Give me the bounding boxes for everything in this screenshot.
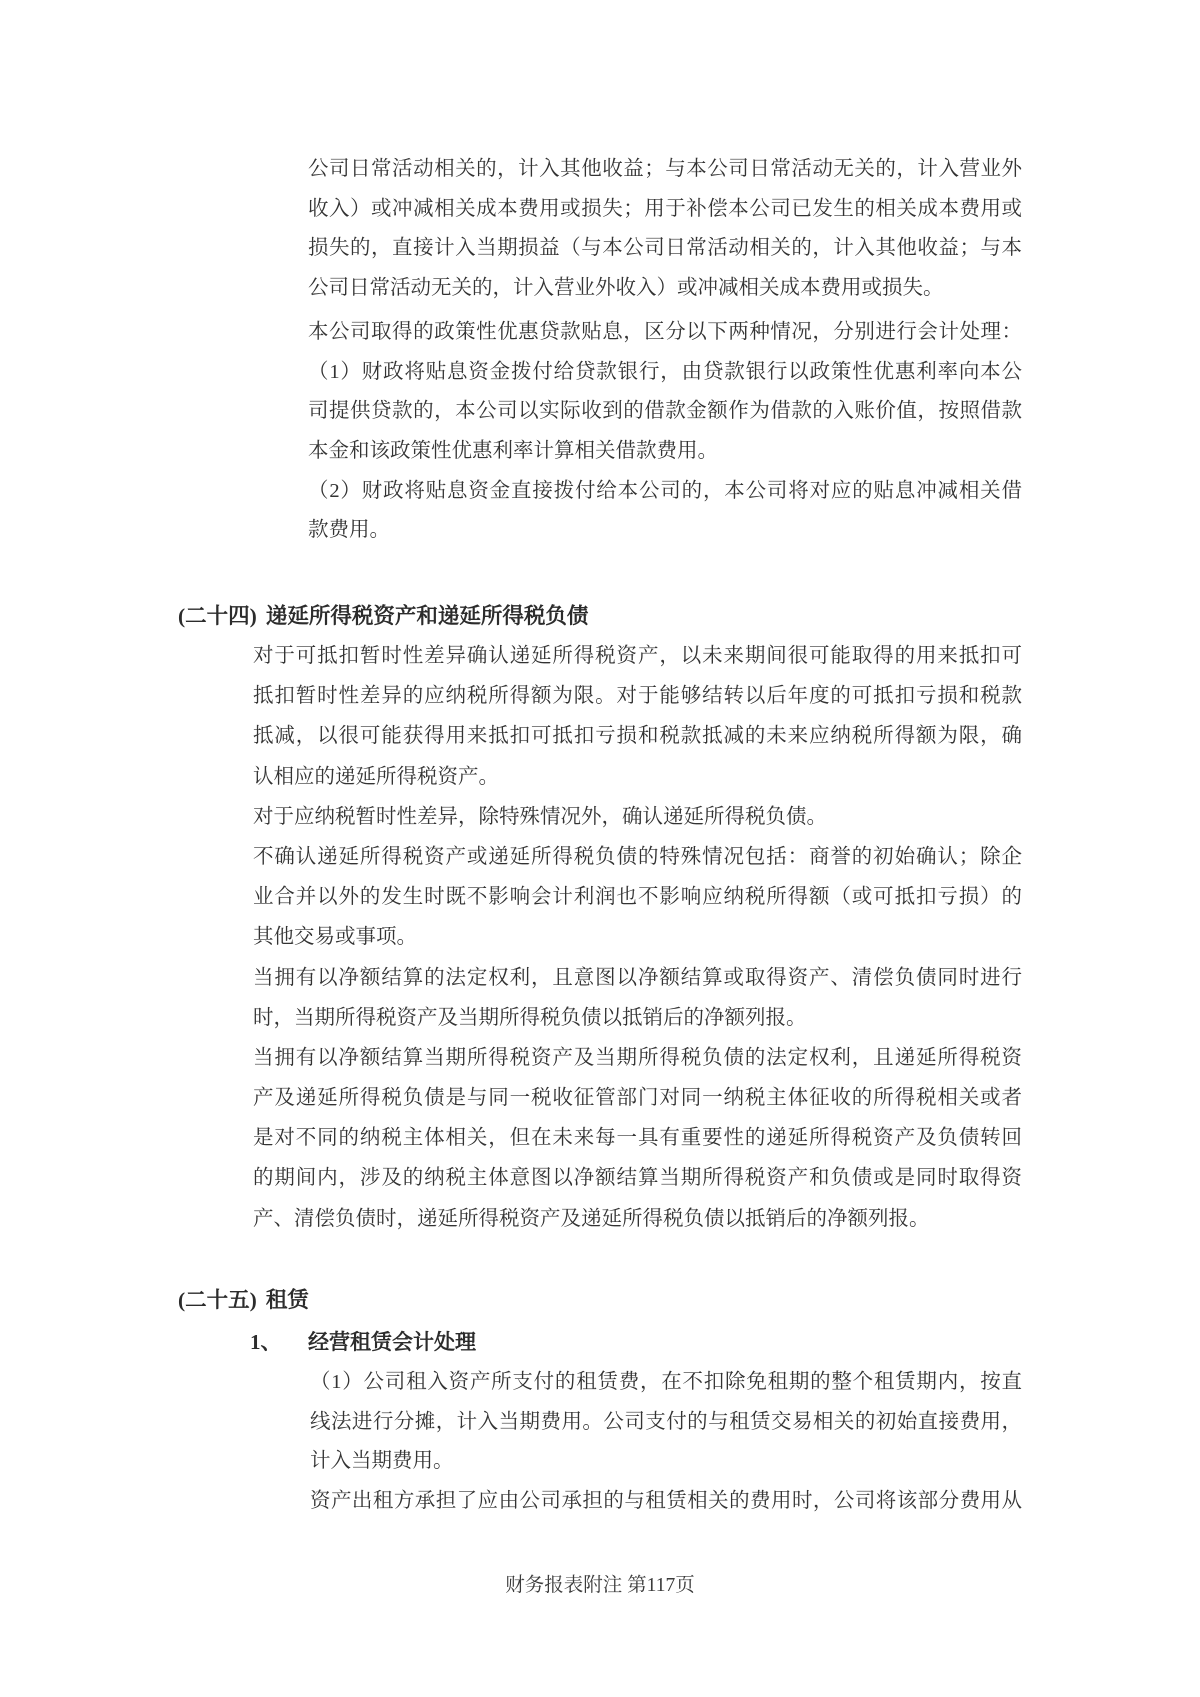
subheading-number: 1、 (250, 1330, 282, 1354)
text-line: 计入当期费用。 (310, 1450, 454, 1473)
paragraph-policy-loan-subsidy (308, 313, 1022, 551)
text-line: 业合并以外的发生时既不影响会计利润也不影响应纳税所得额（或可抵扣亏损）的 (253, 886, 1022, 909)
section-24-heading (178, 596, 588, 636)
text-line: 时，当期所得税资产及当期所得税负债以抵销后的净额列报。 (253, 1006, 807, 1029)
text-line: 不确认递延所得税资产或递延所得税负债的特殊情况包括：商誉的初始确认；除企 (253, 845, 1022, 868)
text-line: 对于可抵扣暂时性差异确认递延所得税资产，以未来期间很可能取得的用来抵扣可 (253, 645, 1022, 667)
text-line: 公司日常活动无关的，计入营业外收入）或冲减相关成本费用或损失。 (308, 277, 944, 300)
text-line: 产及递延所得税负债是与同一税收征管部门对同一纳税主体征收的所得税相关或者 (253, 1087, 1022, 1110)
section-25-number: (二十五) (178, 1288, 257, 1312)
text-line: 认相应的递延所得税资产。 (253, 765, 499, 788)
text-line: （1）财政将贴息资金拨付给贷款银行，由贷款银行以政策性优惠利率向本公 (308, 360, 1022, 383)
text-line: 抵减，以很可能获得用来抵扣可抵扣亏损和税款抵减的未来应纳税所得额为限，确 (253, 725, 1022, 748)
text-line: 当拥有以净额结算当期所得税资产及当期所得税负债的法定权利，且递延所得税资 (253, 1046, 1022, 1069)
text-line: 款费用。 (308, 519, 390, 542)
section-24-body (253, 636, 1022, 1239)
text-line: （1）公司租入资产所支付的租赁费，在不扣除免租期的整个租赁期内，按直 (310, 1371, 1022, 1393)
section-25-title: 租赁 (265, 1288, 309, 1312)
text-line: 产、清偿负债时，递延所得税资产及递延所得税负债以抵销后的净额列报。 (253, 1207, 930, 1230)
section-24-number: (二十四) (178, 604, 257, 628)
text-line: 线法进行分摊，计入当期费用。公司支付的与租赁交易相关的初始直接费用， (310, 1410, 1022, 1433)
text-line: （2）财政将贴息资金直接拨付给本公司的，本公司将对应的贴息冲减相关借 (308, 479, 1022, 502)
text-line: 资产出租方承担了应由公司承担的与租赁相关的费用时，公司将该部分费用从 (310, 1490, 1022, 1513)
section-24-title: 递延所得税资产和递延所得税负债 (265, 604, 589, 628)
text-line: 当拥有以净额结算的法定权利，且意图以净额结算或取得资产、清偿负债同时进行 (253, 966, 1022, 989)
section-25-subheading (250, 1322, 476, 1362)
text-line: 其他交易或事项。 (253, 926, 417, 949)
text-line: 司提供贷款的，本公司以实际收到的借款金额作为借款的入账价值，按照借款 (308, 400, 1022, 423)
section-25-heading (178, 1280, 309, 1320)
paragraph-grant-income-continued (308, 150, 1022, 309)
text-line: 收入）或冲减相关成本费用或损失；用于补偿本公司已发生的相关成本费用或 (308, 197, 1022, 220)
text-line: 本金和该政策性优惠利率计算相关借款费用。 (308, 440, 718, 463)
text-line: 对于应纳税暂时性差异，除特殊情况外，确认递延所得税负债。 (253, 805, 827, 828)
text-line: 损失的，直接计入当期损益（与本公司日常活动相关的，计入其他收益；与本 (308, 237, 1022, 260)
section-25-body (310, 1363, 1022, 1522)
text-line: 公司日常活动相关的，计入其他收益；与本公司日常活动无关的，计入营业外 (308, 158, 1022, 180)
text-line: 本公司取得的政策性优惠贷款贴息，区分以下两种情况，分别进行会计处理： (308, 321, 1022, 343)
page-footer: 财务报表附注 第117页 (505, 1575, 695, 1596)
text-line: 是对不同的纳税主体相关，但在未来每一具有重要性的递延所得税资产及负债转回 (253, 1127, 1022, 1150)
text-line: 抵扣暂时性差异的应纳税所得额为限。对于能够结转以后年度的可抵扣亏损和税款 (253, 685, 1022, 708)
text-line: 的期间内，涉及的纳税主体意图以净额结算当期所得税资产和负债或是同时取得资 (253, 1167, 1022, 1190)
subheading-title: 经营租赁会计处理 (308, 1330, 476, 1354)
